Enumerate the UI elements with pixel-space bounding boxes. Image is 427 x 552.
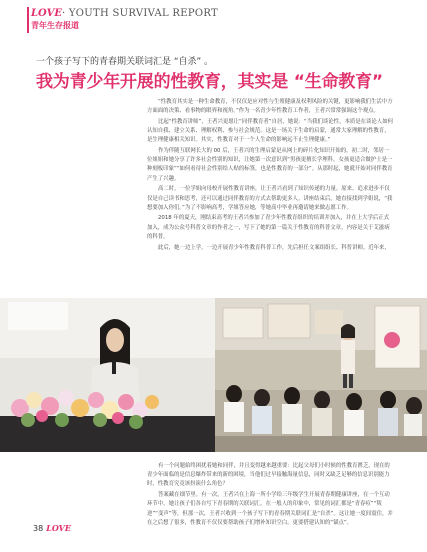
header-subtitle: 青年生存报道: [31, 21, 79, 30]
article-headline: 我为青少年开展的性教育，其实是 “生命教育”: [36, 72, 383, 92]
paragraph: 比起“性教育讲师”，王者兴更愿让“同伴教育者”自居，她说：“当我们谈论性，本质是在谈论人如何认知自我、建立关系、理解权利、参与社会规范。这是一场关于生命的启蒙，通常大家理解的性教育，是生理健康相关知识。其实，性教育对于一个人生命的影响远不止生理健康。”: [147, 118, 393, 144]
header-accent-bar: [27, 7, 29, 33]
article-body-bottom: [147, 462, 393, 529]
article-kicker: 一个孩子写下的青春期关联词汇是 “自杀” 。: [36, 57, 214, 67]
header-section: · YOUTH SURVIVAL REPORT: [61, 8, 218, 19]
paragraph: 此后，她一边上学，一边开展青少年性教育科普工作，先后担任文案组组长、科普讲师。近年来，: [158, 244, 390, 251]
header-title: [31, 8, 218, 19]
paragraph: 作为伴随互联网长大的 00 后，王者兴的生理启蒙是从网上的碎片化知识开始的。初二时，邻居一位姐姐和她分享了许多社会性别的知识，让她第一次意识到“男孩更擅长学理科，女孩更适合做护士是一种刻板印象”“如何看待社会性别给人贴的标签，也是性教育的一部分”。从那时起，她就开始对同伴教育产生了兴趣。: [147, 148, 393, 182]
paragraph: 2018 年的夏天，刚结束高考的王者兴参加了青少年性教育组织的培训并加入，并在上大学后正式加入，成为公众号科普文章的作者之一，写下了她的第一篇关于性教育的科普文章，内容是关于艾滋病的科普。: [147, 215, 390, 240]
page-footer: [33, 523, 71, 533]
paragraph: 高二时，一位学姐向母校开展性教育讲座，让王者兴看到了知识传递的力量。原来，追求进步不仅仅是自己读书和思考，还可以通过同伴教育的方式去帮助更多人。讲座结束后，她直接找到学姐说，“我想要加入你们。”为了不影响高考，学姐答应她，等她高中毕业再邀请她来做志愿工作。: [147, 186, 393, 211]
paragraph: “性教育其实是一种生命教育，不仅仅是应对性与生殖健康及权利风险的关键，更影响我们生活中方方面面的决策、看事物的眼界和视角。”作为一名青少年性教育工作者，王者兴常常强调这个观点。: [147, 99, 393, 115]
article-photo: [0, 298, 427, 452]
footer-brand: LOVE: [46, 523, 71, 533]
paragraph: 答案藏在细节里。有一次，王者兴在上海一所小学给三年级学生开展青春期健康讲座，在一个互动环节中，她让孩子们各自写下青春期的关联词汇。在一般人的印象中，常见的词汇都是“青春痘”“叛逆”“变声”等，但那一次，王者兴收到一个孩子写下的青春期关联词汇是“自杀”。这让她一度间震住，并在之后想了很多，性教育不仅仅要帮助孩子们增补知识空白，更要搭建认知的“锚点”。: [147, 492, 393, 526]
paragraph: 有一个问题始终困扰着她和同伴，并且变得越来越重要：比起父母们小时候的性教育匮乏，现在的青少年面临的是信息爆炸带来的新的困境，当他们过早接触海量信息，同时又缺乏足够的信息识别能力时，性教育究竟该扮演什么角色？: [147, 463, 390, 488]
article-body-top: [147, 98, 393, 254]
classroom-photo: [0, 298, 427, 452]
header-brand: LOVE: [31, 8, 62, 19]
page-number: 38: [33, 524, 44, 533]
magazine-header: [31, 8, 218, 31]
